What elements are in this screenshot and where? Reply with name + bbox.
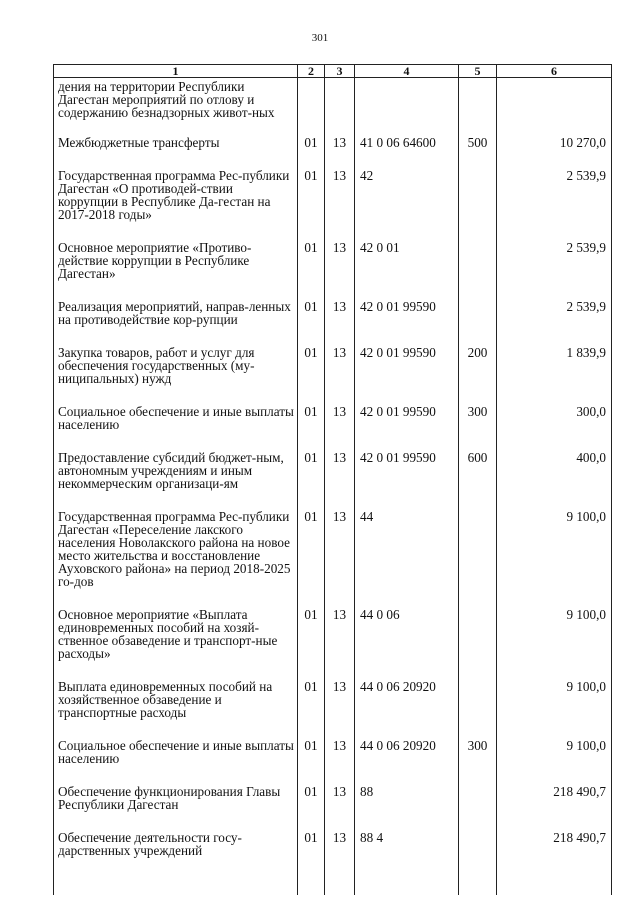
header-col-6: 6 xyxy=(497,65,612,78)
row-amount-cell: 2 539,9 xyxy=(497,169,612,241)
row-target-code-cell: 42 xyxy=(355,169,459,241)
row-name-cell: Закупка товаров, работ и услуг для обеспечения государственных (му-ниципальных) нужд xyxy=(54,346,298,405)
row-target-code-cell: 41 0 06 64600 xyxy=(355,136,459,169)
row-target-code-cell: 42 0 01 99590 xyxy=(355,451,459,510)
filler-cell xyxy=(325,877,355,895)
row-amount-cell xyxy=(497,78,612,137)
row-amount-cell: 9 100,0 xyxy=(497,680,612,739)
row-expense-type-cell xyxy=(459,608,497,680)
row-target-code-cell: 88 4 xyxy=(355,831,459,877)
row-subsection-cell: 13 xyxy=(325,785,355,831)
row-expense-type-cell: 200 xyxy=(459,346,497,405)
table-row xyxy=(54,169,612,241)
row-section-cell: 01 xyxy=(298,680,325,739)
row-target-code-cell xyxy=(355,78,459,137)
page-number: 301 xyxy=(311,32,329,44)
row-section-cell: 01 xyxy=(298,608,325,680)
filler-cell xyxy=(355,877,459,895)
row-expense-type-cell: 300 xyxy=(459,739,497,785)
table-row xyxy=(54,510,612,608)
row-expense-type-cell xyxy=(459,78,497,137)
row-amount-cell: 9 100,0 xyxy=(497,608,612,680)
header-col-5: 5 xyxy=(459,65,497,78)
row-amount-cell: 218 490,7 xyxy=(497,785,612,831)
row-section-cell: 01 xyxy=(298,405,325,451)
row-subsection-cell: 13 xyxy=(325,451,355,510)
row-subsection-cell: 13 xyxy=(325,346,355,405)
row-name-cell: дения на территории Республики Дагестан мероприятий по отлову и содержанию безнадзорных живот-ных xyxy=(54,78,298,137)
table-row xyxy=(54,78,612,137)
table-row xyxy=(54,680,612,739)
row-amount-cell: 2 539,9 xyxy=(497,241,612,300)
row-expense-type-cell xyxy=(459,510,497,608)
header-col-2: 2 xyxy=(298,65,325,78)
header-col-1: 1 xyxy=(54,65,298,78)
row-subsection-cell: 13 xyxy=(325,739,355,785)
row-section-cell: 01 xyxy=(298,136,325,169)
row-amount-cell: 9 100,0 xyxy=(497,510,612,608)
table-filler-row xyxy=(54,877,612,895)
row-target-code-cell: 42 0 01 99590 xyxy=(355,300,459,346)
table-header-row xyxy=(54,65,612,78)
row-name-cell: Социальное обеспечение и иные выплаты населению xyxy=(54,739,298,785)
row-subsection-cell: 13 xyxy=(325,136,355,169)
row-name-cell: Основное мероприятие «Выплата единовременных пособий на хозяй-ственное обзаведение и транспорт-ные расходы» xyxy=(54,608,298,680)
row-expense-type-cell xyxy=(459,831,497,877)
table-row xyxy=(54,136,612,169)
row-subsection-cell xyxy=(325,78,355,137)
table-row xyxy=(54,739,612,785)
row-subsection-cell: 13 xyxy=(325,510,355,608)
row-expense-type-cell: 600 xyxy=(459,451,497,510)
row-name-cell: Межбюджетные трансферты xyxy=(54,136,298,169)
row-amount-cell: 400,0 xyxy=(497,451,612,510)
row-section-cell: 01 xyxy=(298,346,325,405)
filler-cell xyxy=(54,877,298,895)
row-subsection-cell: 13 xyxy=(325,680,355,739)
row-amount-cell: 2 539,9 xyxy=(497,300,612,346)
header-col-3: 3 xyxy=(325,65,355,78)
table-row xyxy=(54,241,612,300)
row-subsection-cell: 13 xyxy=(325,169,355,241)
row-section-cell: 01 xyxy=(298,785,325,831)
row-target-code-cell: 42 0 01 99590 xyxy=(355,346,459,405)
row-section-cell: 01 xyxy=(298,300,325,346)
table-row xyxy=(54,831,612,877)
row-section-cell: 01 xyxy=(298,510,325,608)
row-expense-type-cell: 300 xyxy=(459,405,497,451)
row-section-cell: 01 xyxy=(298,241,325,300)
row-name-cell: Государственная программа Рес-публики Дагестан «Переселение лакского населения Новолакского района на новое место жительства и восстановление Ауховского района» на период 2018-2025 го-дов xyxy=(54,510,298,608)
filler-cell xyxy=(298,877,325,895)
row-subsection-cell: 13 xyxy=(325,608,355,680)
row-section-cell: 01 xyxy=(298,831,325,877)
row-expense-type-cell xyxy=(459,680,497,739)
row-expense-type-cell: 500 xyxy=(459,136,497,169)
row-amount-cell: 300,0 xyxy=(497,405,612,451)
row-name-cell: Предоставление субсидий бюджет-ным, автономным учреждениям и иным некоммерческим организаци-ям xyxy=(54,451,298,510)
row-expense-type-cell xyxy=(459,169,497,241)
table-row xyxy=(54,346,612,405)
row-name-cell: Выплата единовременных пособий на хозяйственное обзаведение и транспортные расходы xyxy=(54,680,298,739)
row-section-cell xyxy=(298,78,325,137)
row-expense-type-cell xyxy=(459,300,497,346)
filler-cell xyxy=(497,877,612,895)
table-row xyxy=(54,300,612,346)
table-row xyxy=(54,785,612,831)
row-amount-cell: 10 270,0 xyxy=(497,136,612,169)
table-row xyxy=(54,405,612,451)
row-name-cell: Обеспечение функционирования Главы Республики Дагестан xyxy=(54,785,298,831)
row-name-cell: Социальное обеспечение и иные выплаты населению xyxy=(54,405,298,451)
row-subsection-cell: 13 xyxy=(325,831,355,877)
row-subsection-cell: 13 xyxy=(325,241,355,300)
row-target-code-cell: 88 xyxy=(355,785,459,831)
row-section-cell: 01 xyxy=(298,169,325,241)
row-target-code-cell: 44 xyxy=(355,510,459,608)
row-target-code-cell: 42 0 01 99590 xyxy=(355,405,459,451)
row-section-cell: 01 xyxy=(298,451,325,510)
row-target-code-cell: 42 0 01 xyxy=(355,241,459,300)
budget-table xyxy=(53,64,612,895)
table-row xyxy=(54,451,612,510)
header-col-4: 4 xyxy=(355,65,459,78)
row-name-cell: Реализация мероприятий, направ-ленных на противодействие кор-рупции xyxy=(54,300,298,346)
row-subsection-cell: 13 xyxy=(325,405,355,451)
row-name-cell: Государственная программа Рес-публики Дагестан «О противодей-ствии коррупции в Республике Да-гестан на 2017-2018 годы» xyxy=(54,169,298,241)
row-expense-type-cell xyxy=(459,241,497,300)
row-name-cell: Обеспечение деятельности госу-дарственных учреждений xyxy=(54,831,298,877)
row-expense-type-cell xyxy=(459,785,497,831)
row-target-code-cell: 44 0 06 20920 xyxy=(355,680,459,739)
table-row xyxy=(54,608,612,680)
row-subsection-cell: 13 xyxy=(325,300,355,346)
row-amount-cell: 1 839,9 xyxy=(497,346,612,405)
row-section-cell: 01 xyxy=(298,739,325,785)
row-amount-cell: 218 490,7 xyxy=(497,831,612,877)
row-amount-cell: 9 100,0 xyxy=(497,739,612,785)
row-name-cell: Основное мероприятие «Противо-действие коррупции в Республике Дагестан» xyxy=(54,241,298,300)
filler-cell xyxy=(459,877,497,895)
row-target-code-cell: 44 0 06 20920 xyxy=(355,739,459,785)
row-target-code-cell: 44 0 06 xyxy=(355,608,459,680)
